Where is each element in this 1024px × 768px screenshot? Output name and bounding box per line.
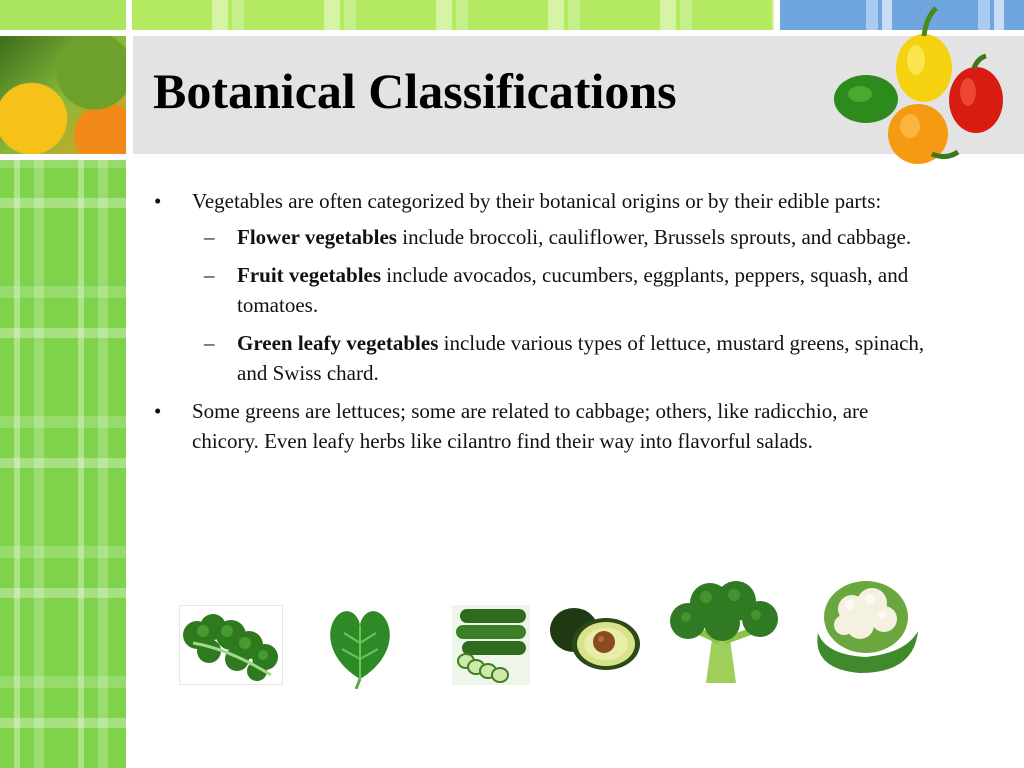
slide-title: Botanical Classifications bbox=[153, 63, 677, 119]
sub-bullet-glyph: – bbox=[204, 263, 215, 287]
green-stripe bbox=[132, 0, 774, 30]
bullet-text: Some greens are lettuces; some are related to cabbage; others, like radicchio, are chicory. Even leafy herbs like cilantro find their way into flavorful salads. bbox=[192, 399, 869, 453]
green-plaid-panel bbox=[0, 160, 126, 768]
sub-bullet-bold: Green leafy vegetables bbox=[237, 331, 439, 355]
bullet-item bbox=[150, 186, 940, 216]
cucumbers-image bbox=[452, 605, 530, 685]
bell-peppers-image bbox=[826, 4, 1006, 172]
bullet-glyph: • bbox=[154, 399, 162, 423]
sub-bullet-bold: Fruit vegetables bbox=[237, 263, 382, 287]
kale-image bbox=[179, 605, 283, 685]
sub-bullet-text: include broccoli, cauliflower, Brussels sprouts, and cabbage. bbox=[396, 225, 912, 249]
sub-bullet-item bbox=[150, 260, 940, 320]
avocado-image bbox=[548, 604, 642, 672]
sub-bullet-glyph: – bbox=[204, 331, 215, 355]
cauliflower-image bbox=[810, 573, 922, 677]
bullet-glyph: • bbox=[154, 189, 162, 213]
spinach-leaf-image bbox=[322, 603, 398, 689]
bullet-text: Vegetables are often categorized by their botanical origins or by their edible parts: bbox=[192, 189, 882, 213]
sub-bullet-text: include various types of lettuce, mustard greens, spinach, and Swiss chard. bbox=[237, 331, 925, 385]
sub-bullet-text: include avocados, cucumbers, eggplants, peppers, squash, and tomatoes. bbox=[237, 263, 909, 317]
slide-body bbox=[150, 186, 940, 462]
citrus-fruit-photo bbox=[0, 36, 126, 154]
sub-bullet-bold: Flower vegetables bbox=[237, 225, 397, 249]
sub-bullet-glyph: – bbox=[204, 225, 215, 249]
bullet-item bbox=[150, 396, 940, 456]
sub-bullet-item bbox=[150, 328, 940, 388]
sub-bullet-item bbox=[150, 222, 940, 252]
broccoli-image bbox=[664, 577, 784, 687]
green-stripe bbox=[0, 0, 126, 30]
